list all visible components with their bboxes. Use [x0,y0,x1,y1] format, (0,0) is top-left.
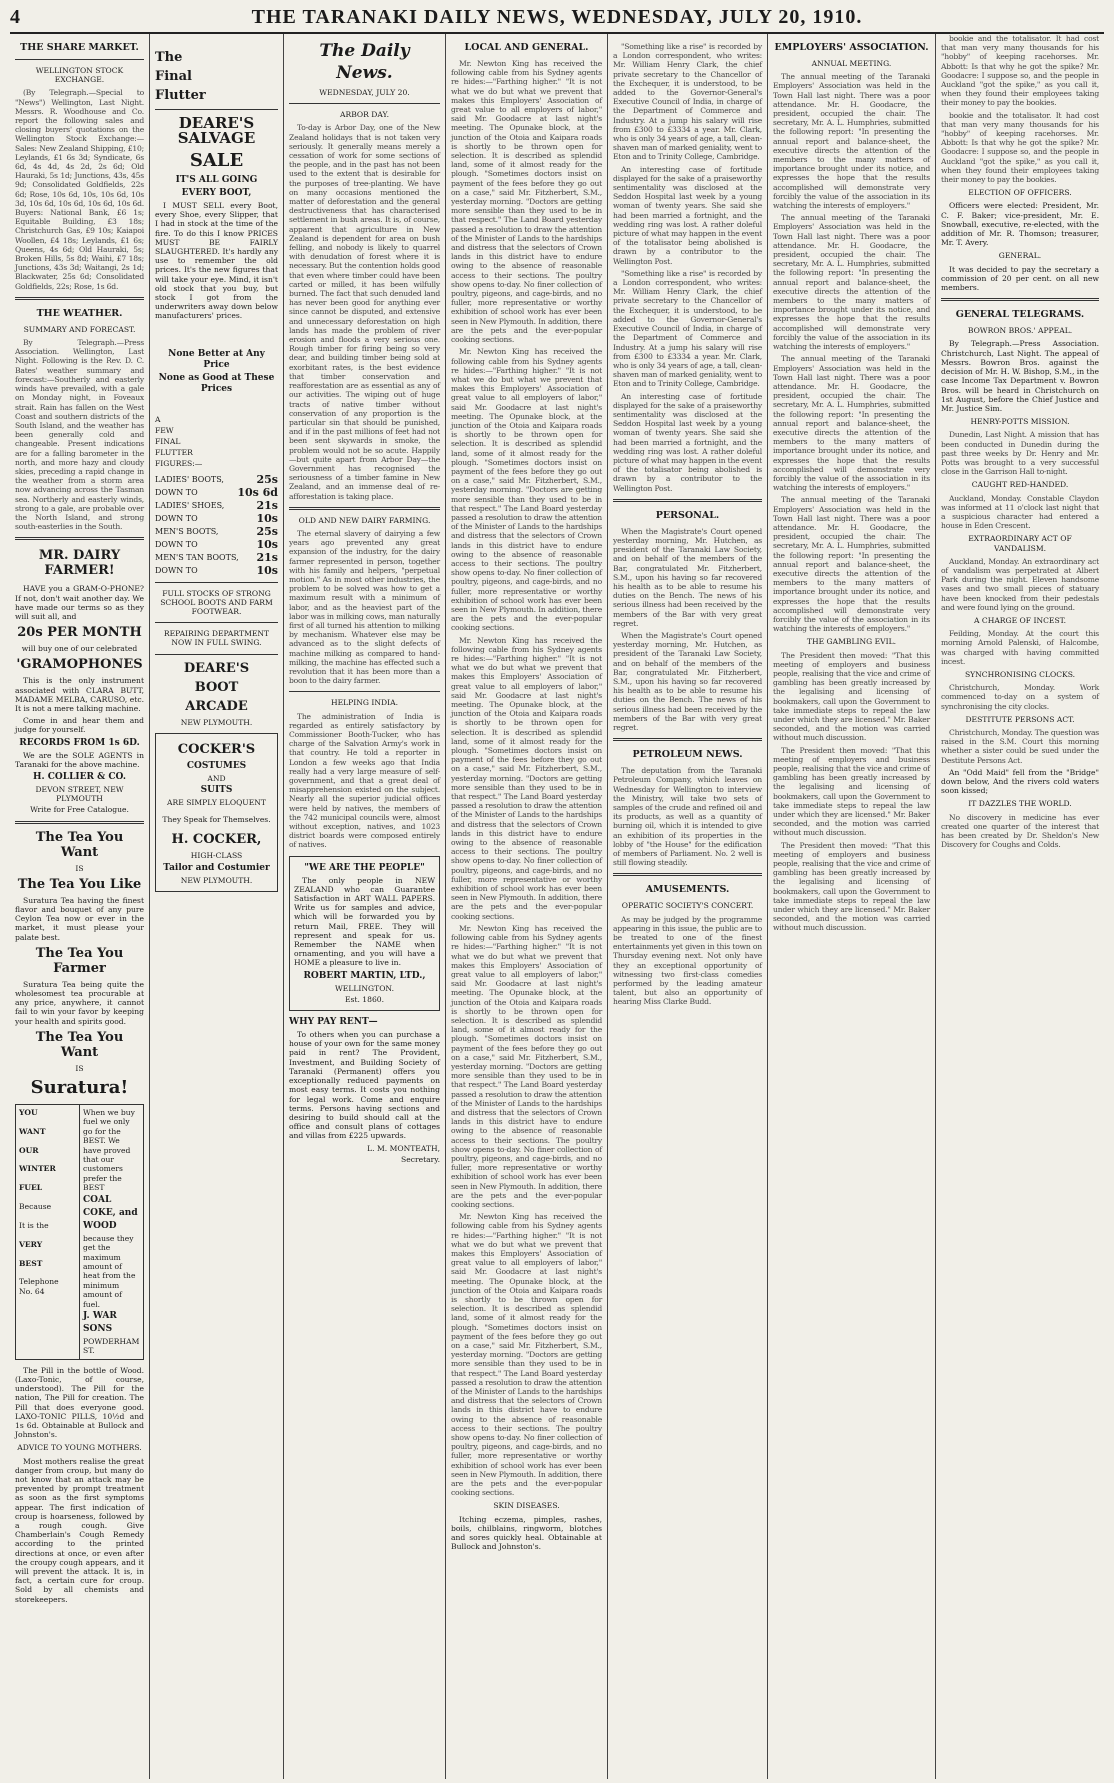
col5-text-3: "Something like a rise" is recorded by a London correspondent, who writes: Mr. William Henry Clark, the chief private secretary to the Chancellor of the Exchequer, it is understood, to be added to the Governor-General's Executive Council of India, in charge of the Department of Commerce and Industry. At a jump his salary will rise from £300 to £3334 a year. Mr. Clark, who is only 34 years of age, a tall, clean-shaven man of marked geniality, went to Eton and to Trinity College, Cambridge. [613,268,762,389]
dairy-farming-text: The eternal slavery of dairying a few years ago prevented any great expansion of the industry, for the dairy farmer represented in person, together with his family and helpers, "perpetual motion." As in most other industries, the problem to be solved was how to get a maximum result with a minimum of labor, and as the heaviest part of the labor was in milking cows, man naturally first of all turned his attention to milking by mechanism. Whatever else may be advanced as to the slight defects of machine milking as compared to hand-milking, the machine has effected such a revolution that it has been more than a boon to the dairy farmer. [289,528,440,686]
column-3 [284,34,446,1779]
cocker-ad: COCKER'S COSTUMES AND SUITS ARE SIMPLY ELOQUENT They Speak for Themselves. H. COCKER, HIGH-CLASS Tailor and Costumier NEW PLYMOUTH. [155,733,278,892]
ad-final: Final [155,69,192,84]
col7-text-2: bookie and the totalisator. It had cost that man very many thousands for his "hobby" of keeping racehorses. Mr. Abbott: Is that why he got the spike? Mr. Goodacre: I suppose so, and the people in Auckland "got the spike," as you call it, when they found their employees taking their money to pay the bookies. [941,110,1099,185]
destitute-text: Christchurch, Monday. The question was raised in the S.M. Court this morning whether a sister could be sued under the Destitute Persons Act. [941,728,1099,765]
gambling-text-2: The President then moved: "That this meeting of employers and business people, realising that the vice and crime of gambling has been greatly increased by the legalising and licensing of bookmakers, call upon the Government to take immediate steps to repeal the law under which they are licensed." Mr. Baker seconded, and the motion was carried without much discussion. [773,745,930,838]
dazzles-text: No discovery in medicine has ever created one quarter of the interest that has been created by Dr. Sheldon's New Discovery for Coughs and Colds. [941,812,1099,850]
gramophones-heading: 'GRAMOPHONES [16,657,143,673]
share-market-text: (By Telegraph.—Special to "News") Wellington, Last Night. Messrs. R. Woodhouse and Co. report the following sales and closing buyers' quotations on the Wellington Stock Exchange:—Sales: New Zealand Shipping, £10; Leylands, £1 6s 3d; Syndicate, 6s 6d, 4s 4d, 4s 2d, 2s 6d; Old Hauraki, 5s 1d; Junctions, 43s, 45s 9d; Consolidated Goldfields, 22s 6d; Rose, 10s 6d, 10s, 10s 6d, 10s 3d, 10s 6d, 10s 6d, 10s 6d, 10s 6d. Buyers: National Bank, £6 1s; Equitable Building, £3 18s; Christchurch Gas, £9 10s; Kaiapoi Woollen, £4 18s; Leylands, £1 6s; Queens, 4s 6d; Old Hauraki, 5s; Broken Hills, 5s 8d; Waihi, £7 18s; Junctions, 43s 3d; Waitangi, 2s 1d; Blackwater, 25s 6d; Consolidated Goldfields, 22s; Rose, 1s 6d. [15,88,144,291]
helping-india-text: The administration of India is regarded as entirely satisfactory by Commissioner Booth-Tucker, who has charge of the Salvation Army's work in that country. He told a reporter in London a few weeks ago that India really had a very large measure of self-government, and that a great deal of misapprehension existed on the subject. Nearly all the superior judicial offices were held by natives, the members of the 742 municipal councils were, almost without exception, natives, and 1023 district boards were composed entirely of natives. [289,711,440,850]
collier-address: DEVON STREET, NEW PLYMOUTH [35,784,124,804]
officers-text: Officers were elected: President, Mr. C. F. Baker; vice-president, Mr. E. Snowball, executive, re-elected, with the addition of Mr. R. Thomson; treasurer, Mr. T. Avery. [941,201,1099,248]
petroleum-heading: PETROLEUM NEWS. [632,749,743,761]
monteath: L. M. MONTEATH, [367,1143,440,1153]
vandalism-heading: EXTRAORDINARY ACT OF VANDALISM. [968,534,1072,553]
col7-text-1: bookie and the totalisator. It had cost that man very many thousands for his "hobby" of keeping racehorses. Mr. Abbott: Is that why he got the spike? Mr. Goodacre: I suppose so, and the people in Auckland "got the spike," as you call it, when they found their employees taking their money to pay the bookies. [941,34,1099,108]
operatic-heading: OPERATIC SOCIETY'S CONCERT. [621,901,754,911]
operatic-text: As may be judged by the programme appearing in this issue, the public are to be treated to one of the finest entertainments yet given in this town on Thursday evening next. Not only have they an exceptional opportunity of witnessing two first-class comedies performed by the leading amateur talent, but also an opportunity of hearing Miss Clarke Budd. [613,914,762,1007]
ad-the: The [155,50,183,65]
vandalism-text: Auckland, Monday. An extraordinary act of vandalism was perpetrated at Albert Park during the night. Eleven handsome vases and two small pieces of statuary have been knocked from their pedestals and were found lying on the ground. [941,556,1099,612]
column-4 [446,34,608,1779]
henry-text: Dunedin, Last Night. A mission that has been conducted in Dunedin during the past three weeks by Dr. Henry and Mr. Potts was brought to a very successful close in the Garrison Hall to-night. [941,430,1099,477]
sale-heading: SALE [189,150,244,171]
arcade-3: ARCADE [185,698,248,714]
bowron-heading: BOWRON BROS.' APPEAL. [967,326,1073,336]
arcade-2: BOOT [194,679,239,695]
collier-name: H. COLLIER & CO. [33,771,126,782]
rent-heading: WHY PAY RENT— [289,1017,378,1028]
employers-text-4: The annual meeting of the Taranaki Employers' Association was held in the Town Hall last night. There was a poor attendance. Mr. H. Goodacre, the president, occupied the chair. The secretary, Mr. A. L. Humphries, submitted the following report: "In presenting the annual report and balance-sheet, the executive directs the attention of the members to the many matters of importance brought under its notice, and expresses the hope that the results accomplished will demonstrate very forcibly the value of the association in its watching the interests of employers." [773,495,930,634]
column-7 [936,34,1104,1779]
gramophone-invite: Come in and hear them and judge for yourself. [15,716,144,735]
sole-agents: We are the SOLE AGENTS in Taranaki for the above machine. [15,750,144,769]
personal-text: When the Magistrate's Court opened yesterday morning, Mr. Hutchen, as president of the Taranaki Law Society, and on behalf of the members of the Bar, congratulated Mr. Fitzherbert, S.M., upon his having so far recovered his health as to be able to resume his duties on the Bench. The news of his serious illness had been received by the members of the Bar with very great regret. [613,526,762,628]
petroleum-text: The deputation from the Taranaki Petroleum Company, which leaves on Wednesday for Wellington to interview the Ministry, will take two sets of samples of the crude and refined oil and its products, as well as a quantity of burning oil, which it is intended to give an exhibition of its properties in the lobby of "the House" for the edification of members of Parliament. No. 2 well is still flowing steadily. [613,766,762,868]
annual-meeting-heading: ANNUAL MEETING. [811,59,892,68]
column-1: THE SHARE MARKET. WELLINGTON STOCK EXCHANGE. (By Telegraph.—Special to "News") Wellington, Last Night. Messrs. R. Woodhouse and Co. report the following sales and closing buyers' quotations on the Wellington Stock Exchange:—Sales: New Zealand Shipping, £10; Leylands, £1 6s 3d; Syndicate, 6s 6d, 4s 4d, 4s 2d, 2s 6d; Old Hauraki, 5s 1d; Junctions, 43s, 45s 9d; Consolidated Goldfields, 22s 6d; Rose, 10s 6d, 10s, 10s 6d, 10s 3d, 10s 6d, 10s 6d, 10s 6d, 10s 6d. Buyers: National Bank, £6 1s; Equitable Building, £3 18s; Christchurch Gas, £9 10s; Kaiapoi Woollen, £4 18s; Leylands, £1 6s; Queens, 4s 6d; Old Hauraki, 5s; Broken Hills, 5s 8d; Waihi, £7 18s; Junctions, 43s 3d; Waitangi, 2s 1d; Blackwater, 25s 6d; Consolidated Goldfields, 22s; Rose, 1s 6d. THE WEATHER. SUMMARY AND FORECAST. By Telegraph.—Press Association. Wellington, Last Night. Following is the Rev. D. C. Bates' weather summary and forecast:—Southerly and easterly winds have prevailed, with a gale on Monday night, in Foveaux strait. Rain has fallen on the West Coast and southern districts of the South Island, and the weather has been generally cold and changeable. Present indications are for a falling barometer in the north, and more hazy and cloudy skies, preceding a rapid change in the weather from a storm area now advancing across the Tasman sea. Northerly and easterly winds, strong to a gale, are probable over the North Island, and strong south-easterlies in the South. MR. DAIRY FARMER! HAVE you a GRAM-O-PHONE? If not, don't wait another day. We have made our terms so as they will suit all, and 20s PER MONTH will buy one of our celebrated 'GRAMOPHONES This is the only instrument associated with CLARA BUTT, MADAME MELBA, CARUSO, etc. It is not a mere talking machine. Come in and hear them and judge for yourself. RECORDS FROM 1s 6D. We are the SOLE AGENTS in Taranaki for the above machine. H. COLLIER & CO. DEVON STREET, NEW PLYMOUTH Write for Free Catalogue. The Tea You Want IS The Tea You Like Suratura Tea having the finest flavor and bouquet of any pure Ceylon Tea now or ever in the market, it must please your palate best. The Tea You Farmer Suratura Tea being quite the wholesomest tea procurable at any price, anywhere, it cannot fail to win your favor by keeping your health and spirits good. The Tea You Want IS Suratura! YOU WANT OUR WINTER FUEL Because It is the VERY BEST Telephone No. 64 When we buy fuel we only go for the BEST. We have proved that our customers prefer the BEST COAL COKE, and WOOD because they get the maximum amount of heat from the minimum amount of fuel. J. WAR SONS POWDERHAM ST. The Pill in the bottle of Wood. (Laxo-Tonic, of course, understood). The Pill for the nation, The Pill for creation. The Pill that does everyone good. LAXO-TONIC PILLS, 10½d and 1s 6d. Obtainable at Bullock and Johnston's. ADVICE TO YOUNG MOTHERS. Most mothers realise the great danger from croup, but many do not know that an attack may be prevented by prompt treatment as soon as the first symptoms appear. The first indication of croup is hoarseness, followed by a rough cough. Give Chamberlain's Cough Remedy according to the printed directions at once, or even after the croupy cough appears, and it will prevent the attack. It is, in fact, a certain cure for croup. Sold by all chemists and storekeepers. [10,34,150,1779]
page-number: 4 [10,6,20,28]
tea-like-heading: The Tea You Like [17,876,142,892]
helping-india-heading: HELPING INDIA. [330,698,399,708]
general-heading: GENERAL. [998,251,1042,261]
masthead-title: THE TARANAKI DAILY NEWS, WEDNESDAY, JULY 20, 1910. [251,6,863,28]
columns [10,34,1104,1779]
local-general-heading: LOCAL AND GENERAL. [464,42,589,53]
destitute-heading: DESTITUTE PERSONS ACT. [965,714,1075,724]
ad-flutter: Flutter [155,88,206,103]
employers-text-2: The annual meeting of the Taranaki Employers' Association was held in the Town Hall last night. There was a poor attendance. Mr. H. Goodacre, the president, occupied the chair. The secretary, Mr. A. L. Humphries, submitted the following report: "In presenting the annual report and balance-sheet, the executive directs the attention of the members to the many matters of importance brought under its notice, and expresses the hope that the results accomplished will demonstrate very forcibly the value of the association in its watching the interests of employers." [773,213,930,352]
col5-text-1: "Something like a rise" is recorded by a London correspondent, who writes: Mr. William Henry Clark, the chief private secretary to the Chancellor of the Exchequer, it is understood, to be added to the Governor-General's Executive Council of India, in charge of the Department of Commerce and Industry. At a jump his salary will rise from £300 to £3334 a year. Mr. Clark, who is only 34 years of age, a tall, clean-shaven man of marked geniality, went to Eton and to Trinity College, Cambridge. [613,42,762,162]
tea-text-2: Suratura Tea being quite the wholesomest tea procurable at any price, anywhere, it cannot fail to win your favor by keeping your health and spirits good. [15,979,144,1026]
column-2: The Final Flutter DEARE'S SALVAGE SALE IT'S ALL GOING EVERY BOOT, I MUST SELL every Boot, every Shoe, every Slipper, that I had in stock at the time of the fire. To do this I know PRICES MUST BE FAIRLY SLAUGHTERED. It's hardly any use to remember the old prices. It's the new figures that will take your eye. Mind, it isn't old stock that you buy, but stock I got from the underwriters away down below manufacturers' prices. None Better at Any Price None as Good at These Prices A FEW FINAL FLUTTER FIGURES:— LADIES' BOOTS, 25s DOWN TO 10s 6d LADIES' SHOES, 21s DOWN TO 10s MEN'S BOOTS, 25s DOWN TO 10s MEN'S TAN BOOTS, 21s DOWN TO 10s FULL STOCKS OF STRONG SCHOOL BOOTS AND FARM FOOTWEAR. REPAIRING DEPARTMENT NOW IN FULL SWING. DEARE'S BOOT ARCADE NEW PLYMOUTH. COCKER'S COSTUMES AND SUITS ARE SIMPLY ELOQUENT They Speak for Themselves. H. COCKER, HIGH-CLASS Tailor and Costumier NEW PLYMOUTH. [150,34,284,1779]
fuel-ad-right: When we buy fuel we only go for the BEST. We have proved that our customers prefer the BEST COAL COKE, and WOOD because they get the maximum amount of heat from the minimum amount of fuel. J. WAR SONS POWDERHAM ST. [83,1108,140,1356]
local-general-text-3: Mr. Newton King has received the following cable from his Sydney agents re hides:—"Farthing higher." "It is not what we do but what we prevent that makes this Employers' Association of great value to all employers of labor," said Mr. Goodacre at last night's meeting. The Opunake block, at the junction of the Otoia and Kaipara roads is shortly to be thrown open for selection. It is described as splendid land, some of it almost ready for the plough. "Sometimes doctors insist on payment of the fees before they go out on a case," said Mr. Fitzherbert, S.M., yesterday morning. "Doctors are getting more sensible than they used to be in that respect." The Land Board yesterday passed a resolution to draw the attention of the Minister of Lands to the hardships and distress that the selectors of Crown lands in this district have to endure owing to the absence of reasonable access to their sections. The poultry show opens to-day. No finer collection of poultry, pigeons, and cage-birds, and no fuller, more representative or worthy exhibition of school work has ever been seen in New Plymouth. In addition, there are the pets and the ever-popular cooking sections. [451,635,602,921]
every-boot: EVERY BOOT, [181,188,252,198]
robert-martin-ad: "WE ARE THE PEOPLE" The only people in NEW ZEALAND who can Guarantee Satisfaction in ART WALL PAPERS. Write us for samples and advice, which will be forwarded you by return Mail, FREE. They will represent and speak for us. Remember the NAME when ornamenting, and you will have a HOME a pleasure to live in. ROBERT MARTIN, LTD., WELLINGTON. Est. 1860. [289,856,440,1011]
general-text: It was decided to pay the secretary a commission of 20 per cent. on all new members. [941,264,1099,293]
tea-farmer-heading: The Tea You Farmer [35,945,124,976]
personal-text-2: When the Magistrate's Court opened yesterday morning, Mr. Hutchen, as president of the Taranaki Law Society, and on behalf of the members of the Bar, congratulated Mr. Fitzherbert, S.M., upon his having so far recovered his health as to be able to resume his duties on the Bench. The news of his serious illness had been received by the members of the Bar with very great regret. [613,630,762,733]
bowron-text: By Telegraph.—Press Association. Christchurch, Last Night. The appeal of Messrs. Bowron Bros. against the decision of Mr. H. W. Bishop, S.M., in the case Income Tax Department v. Bowron Bros. will be heard in Christchurch on 1st August, before the Chief Justice and Mr. Justice Sim. [941,339,1099,413]
daily-news-title: The Daily News. [319,41,410,83]
col5-text-4: An interesting case of fortitude displayed for the sake of a praiseworthy sentimentality was disclosed at the Seddon Hospital last week by a young woman of twenty years. She said she had been married a fortnight, and the wedding ring was lost. A rather doleful picture of what may happen in the event of the totalisator being abolished is drawn by a contributor to the Wellington Post. [613,391,762,493]
arbor-day-text: To-day is Arbor Day, one of the New Zealand holidays that is not taken very seriously. It generally means merely a cessation of work for some sections of the people, and in the past has not been used to the extent that is desirable for the purposes of tree-planting. We have on many occasions mentioned the matter of deforestation and the general destructiveness that has characterised settlement in bush areas. It is, of course, apparent that agriculture in New Zealand is dependent for area on bush felling, and nobody is likely to quarrel with denudation of forest where it is necessary. But the contention holds good that even where timber could have been carted or milled, it has been wilfully burned. The fact that such denuded land has never been good for anything ever since cannot be disputed, and extensive and unnecessary deforestation on high lands has made the problem of river erosion and floods a very serious one. Rough timber for firing being so very dear, and building timber being sold at exorbitant rates, is the best evidence that timber conservation and reafforestation are as essential as any of our activities. The wiping out of huge tracts of native timber without conservation of any proportion is the particular sin that should be punished, and if in the past millions of feet had not been sent skywards in smoke, the problem would not be so acute. Happily—but quite apart from Arbor Day—the Government has recognised the seriousness of a timber famine in New Zealand, and an immense deal of re-afforestation is taking place. [289,123,440,501]
gramophone-ad-text-2: will buy one of our celebrated [21,644,138,654]
local-general-text: Mr. Newton King has received the following cable from his Sydney agents re hides:—"Farthing higher." "It is not what we do but what we prevent that makes this Employers' Association of great value to all employers of labor," said Mr. Goodacre at last night's meeting. The Opunake block, at the junction of the Otoia and Kaipara roads is shortly to be thrown open for selection. It is described as splendid land, some of it almost ready for the plough. "Sometimes doctors insist on payment of the fees before they go out on a case," said Mr. Fitzherbert, S.M., yesterday morning. "Doctors are getting more sensible than they used to be in that respect." The Land Board yesterday passed a resolution to draw the attention of the Minister of Lands to the hardships and distress that the selectors of Crown lands in this district have to endure owing to the absence of reasonable access to their sections. The poultry show opens to-day. No finer collection of poultry, pigeons, and cage-birds, and no fuller, more representative or worthy exhibition of school work has ever been seen in New Plymouth. In addition, there are the pets and the ever-popular cooking sections. [451,59,602,345]
personal-heading: PERSONAL. [655,509,720,521]
gramophone-description: This is the only instrument associated with CLARA BUTT, MADAME MELBA, CARUSO, etc. It is not a mere talking machine. [15,676,144,713]
tea-text-1: Suratura Tea having the finest flavor and bouquet of any pure Ceylon Tea now or ever in the market, it must please your palate best. [15,895,144,942]
skin-diseases-text: Itching eczema, pimples, rashes, boils, chilblains, ringworm, blotches and sores quickly heal. Obtainable at Bullock and Johnston's. [451,1514,602,1552]
advice-heading: ADVICE TO YOUNG MOTHERS. [17,1443,142,1453]
gambling-text-3: The President then moved: "That this meeting of employers and business people, realising that the vice and crime of gambling has been greatly increased by the legalising and licensing of bookmakers, call upon the Government to take immediate steps to repeal the law under which they are licensed." Mr. Baker seconded, and the motion was carried without much discussion. [773,840,930,933]
col5-text-2: An interesting case of fortitude displayed for the sake of a praiseworthy sentimentality was disclosed at the Seddon Hospital last week by a young woman of twenty years. She said she had been married a fortnight, and the wedding ring was lost. A rather doleful picture of what may happen in the event of the totalisator being abolished is drawn by a contributor to the Wellington Post. [613,164,762,266]
arcade-1: DEARE'S [183,660,250,676]
employers-text: The annual meeting of the Taranaki Employers' Association was held in the Town Hall last night. There was a poor attendance. Mr. H. Goodacre, the president, occupied the chair. The secretary, Mr. A. L. Humphries, submitted the following report: "In presenting the annual report and balance-sheet, the executive directs the attention of the members to the many matters of importance brought under its notice, and expresses the hope that the results accomplished will demonstrate very forcibly the value of the association in its watching the interests of employers." [773,72,930,211]
caught-heading: CAUGHT RED-HANDED. [971,480,1069,490]
amusements-heading: AMUSEMENTS. [645,884,730,896]
henry-heading: HENRY-POTTS MISSION. [970,417,1070,427]
dazzles-heading: IT DAZZLES THE WORLD. [968,799,1072,809]
collier-catalogue: Write for Free Catalogue. [30,805,129,815]
clocks-heading: SYNCHRONISING CLOCKS. [964,669,1076,679]
fuel-ad-left: YOU WANT OUR WINTER FUEL Because It is the VERY BEST Telephone No. 64 [16,1105,80,1359]
telegrams-heading: GENERAL TELEGRAMS. [955,309,1085,321]
officers-heading: ELECTION OF OFFICERS. [968,188,1072,198]
dairy-farmer-heading: MR. DAIRY FARMER! [38,548,121,579]
dairy-farming-heading: OLD AND NEW DAIRY FARMING. [298,515,431,525]
tea-want-heading-2: The Tea You Want [35,1029,124,1060]
gambling-heading: THE GAMBLING EVIL. [806,637,897,647]
secretary: Secretary. [401,1154,440,1164]
weather-heading: THE WEATHER. [36,307,123,319]
records-price: RECORDS FROM 1s 6D. [19,737,140,748]
masthead [10,6,1104,34]
share-market-heading: THE SHARE MARKET. [20,42,139,53]
employers-text-3: The annual meeting of the Taranaki Employers' Association was held in the Town Hall last night. There was a poor attendance. Mr. H. Goodacre, the president, occupied the chair. The secretary, Mr. A. L. Humphries, submitted the following report: "In presenting the annual report and balance-sheet, the executive directs the attention of the members to the many matters of importance brought under its notice, and expresses the hope that the results accomplished will demonstrate very forcibly the value of the association in its watching the interests of employers." [773,354,930,493]
editorial-date: WEDNESDAY, JULY 20. [319,88,410,97]
price-list: LADIES' BOOTS, 25s DOWN TO 10s 6d LADIES' SHOES, 21s DOWN TO 10s MEN'S BOOTS, 25s DOWN TO 10s MEN'S TAN BOOTS, 21s DOWN TO 10s [155,472,278,577]
stock-exchange-subheading: WELLINGTON STOCK EXCHANGE. [35,66,124,85]
arbor-day-heading: ARBOR DAY. [340,110,389,120]
employers-heading: EMPLOYERS' ASSOCIATION. [774,42,929,53]
none-as-good: None as Good at These Prices [158,372,275,394]
all-going: IT'S ALL GOING [175,175,258,185]
salvage-sale-heading: DEARE'S SALVAGE [177,114,256,147]
laxo-tonic-ad: The Pill in the bottle of Wood. (Laxo-Tonic, of course, understood). The Pill for the nation, The Pill for creation. The Pill that does everyone good. LAXO-TONIC PILLS, 10½d and 1s 6d. Obtainable at Bullock and Johnston's. [15,1365,144,1440]
sale-text: I MUST SELL every Boot, every Shoe, every Slipper, that I had in stock at the time of the fire. To do this I know PRICES MUST BE FAIRLY SLAUGHTERED. It's hardly any use to remember the old prices. It's the new figures that will take your eye. Mind, it isn't old stock that you buy, but stock I got from the underwriters away down below manufacturers' prices. [155,201,278,321]
fuel-ad [15,1104,144,1360]
clocks-text: Christchurch, Monday. Work commenced to-day on a system of synchronising the city clocks. [941,683,1099,711]
column-6 [768,34,936,1779]
full-stocks: FULL STOCKS OF STRONG SCHOOL BOOTS AND FARM FOOTWEAR. [160,588,273,617]
incest-text: Feilding, Monday. At the court this morning Arnold Palenski, of Halcombe, was charged with having committed incest. [941,629,1099,666]
arcade-address: NEW PLYMOUTH. [180,717,253,727]
weather-text: By Telegraph.—Press Association. Wellington, Last Night. Following is the Rev. D. C. Bates' weather summary and forecast:—Southerly and easterly winds have prevailed, with a gale on Monday night, in Foveaux strait. Rain has fallen on the West Coast and southern districts of the South Island, and the weather has been generally cold and changeable. Present indications are for a falling barometer in the north, and more hazy and cloudy skies, preceding a rapid change in the weather from a storm area now advancing across the Tasman sea. Northerly and easterly winds, strong to a gale, are probable over the North Island, and strong south-easterlies in the South. [15,338,144,532]
tea-want-heading: The Tea You Want [35,829,124,860]
local-general-text-4: Mr. Newton King has received the following cable from his Sydney agents re hides:—"Farthing higher." "It is not what we do but what we prevent that makes this Employers' Association of great value to all employers of labor," said Mr. Goodacre at last night's meeting. The Opunake block, at the junction of the Otoia and Kaipara roads is shortly to be thrown open for selection. It is described as splendid land, some of it almost ready for the plough. "Sometimes doctors insist on payment of the fees before they go out on a case," said Mr. Fitzherbert, S.M., yesterday morning. "Doctors are getting more sensible than they used to be in that respect." The Land Board yesterday passed a resolution to draw the attention of the Minister of Lands to the hardships and distress that the selectors of Crown lands in this district have to endure owing to the absence of reasonable access to their sections. The poultry show opens to-day. No finer collection of poultry, pigeons, and cage-birds, and no fuller, more representative or worthy exhibition of school work has ever been seen in New Plymouth. In addition, there are the pets and the ever-popular cooking sections. [451,923,602,1209]
local-general-text-5: Mr. Newton King has received the following cable from his Sydney agents re hides:—"Farthing higher." "It is not what we do but what we prevent that makes this Employers' Association of great value to all employers of labor," said Mr. Goodacre at last night's meeting. The Opunake block, at the junction of the Otoia and Kaipara roads is shortly to be thrown open for selection. It is described as splendid land, some of it almost ready for the plough. "Sometimes doctors insist on payment of the fees before they go out on a case," said Mr. Fitzherbert, S.M., yesterday morning. "Doctors are getting more sensible than they used to be in that respect." The Land Board yesterday passed a resolution to draw the attention of the Minister of Lands to the hardships and distress that the selectors of Crown lands in this district have to endure owing to the absence of reasonable access to their sections. The poultry show opens to-day. No finer collection of poultry, pigeons, and cage-birds, and no fuller, more representative or worthy exhibition of school work has ever been seen in New Plymouth. In addition, there are the pets and the ever-popular cooking sections. [451,1212,602,1498]
skin-diseases-heading: SKIN DISEASES. [493,1501,560,1511]
rent-text: To others when you can purchase a house of your own for the same money paid in rent? The Provident, Investment, and Building Society of Taranaki (Permanent) offers you exceptionally reduced payments on most easy terms. It costs you nothing for legal work. Come and enquire terms. Persons having sections and desiring to build should call at the office and consult plans of cottages and villas from £225 upwards. [289,1030,440,1141]
repairing: REPAIRING DEPARTMENT NOW IN FULL SWING. [163,629,270,648]
gramophone-price: 20s PER MONTH [17,625,142,641]
caught-text: Auckland, Monday. Constable Claydon was informed at 11 o'clock last night that a suspicious character had entered a house in Eden Crescent. [941,493,1099,531]
weather-subheading: SUMMARY AND FORECAST. [23,324,136,334]
incest-heading: A CHARGE OF INCEST. [973,615,1067,625]
suratura-heading: Suratura! [30,1077,129,1099]
advice-text: Most mothers realise the great danger from croup, but many do not know that an attack may be prevented by prompt treatment as soon as the first symptoms appear. The first indication of croup is hoarseness, followed by a rough cough. Give Chamberlain's Cough Remedy according to the printed directions at once, or even after the croupy cough appears, and it will prevent the attack. It is, in fact, a certain cure for croup. Sold by all chemists and storekeepers. [15,1456,144,1604]
odd-maid-poem: An "Odd Maid" fell from the "Bridge" down below, And the rivers cold waters soon kissed; [941,767,1099,796]
gambling-text: The President then moved: "That this meeting of employers and business people, realising that the vice and crime of gambling has been greatly increased by the legalising and licensing of bookmakers, call upon the Government to take immediate steps to repeal the law under which they are licensed." Mr. Baker seconded, and the motion was carried without much discussion. [773,650,930,743]
none-better: None Better at Any Price [168,348,265,370]
column-5 [608,34,768,1779]
local-general-text-2: Mr. Newton King has received the following cable from his Sydney agents re hides:—"Farthing higher." "It is not what we do but what we prevent that makes this Employers' Association of great value to all employers of labor," said Mr. Goodacre at last night's meeting. The Opunake block, at the junction of the Otoia and Kaipara roads is shortly to be thrown open for selection. It is described as splendid land, some of it almost ready for the plough. "Sometimes doctors insist on payment of the fees before they go out on a case," said Mr. Fitzherbert, S.M., yesterday morning. "Doctors are getting more sensible than they used to be in that respect." The Land Board yesterday passed a resolution to draw the attention of the Minister of Lands to the hardships and distress that the selectors of Crown lands in this district have to endure owing to the absence of reasonable access to their sections. The poultry show opens to-day. No finer collection of poultry, pigeons, and cage-birds, and no fuller, more representative or worthy exhibition of school work has ever been seen in New Plymouth. In addition, there are the pets and the ever-popular cooking sections. [451,347,602,633]
gramophone-ad-text: HAVE you a GRAM-O-PHONE? If not, don't wait another day. We have made our terms so as they will suit all, and [15,584,144,621]
